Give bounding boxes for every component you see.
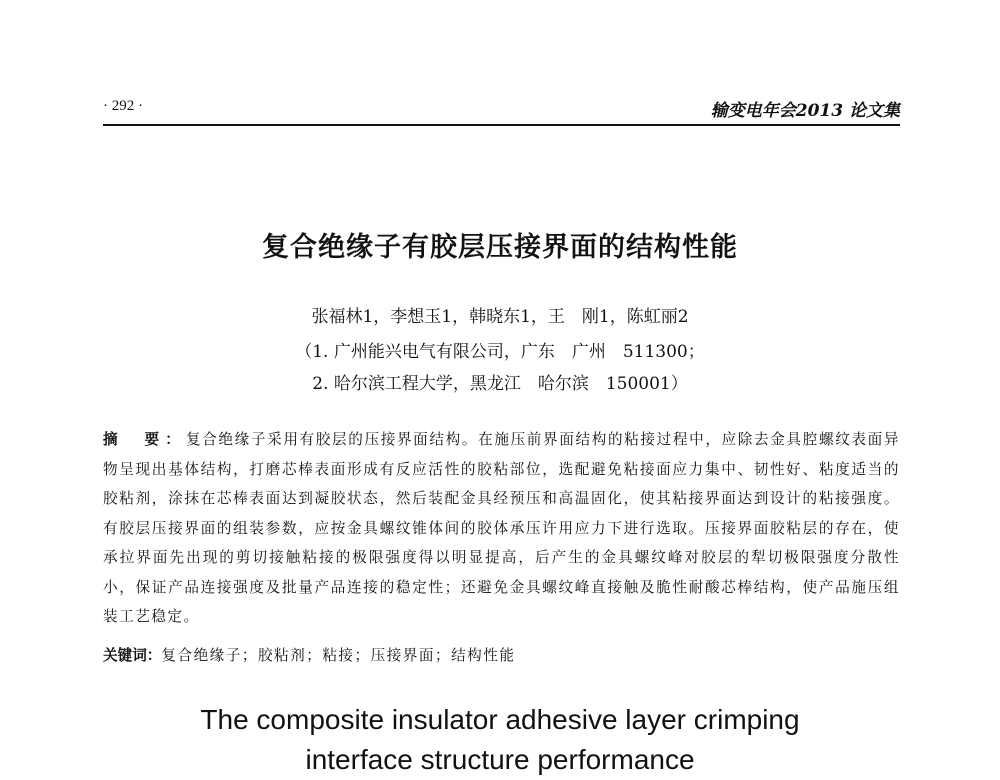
page-header	[103, 96, 900, 126]
journal-title: 输变电年会2013 论文集	[710, 101, 900, 121]
keywords-text: 复合绝缘子；胶粘剂；粘接；压接界面；结构性能	[161, 647, 516, 664]
english-title-line-2: interface structure performance	[305, 744, 695, 775]
english-title	[0, 700, 1000, 780]
english-title-line-1: The composite insulator adhesive layer crimping	[200, 704, 800, 735]
paper-title: 复合绝缘子有胶层压接界面的结构性能	[262, 232, 738, 263]
affiliation-line-1: （1. 广州能兴电气有限公司，广东 广州 511300；	[295, 342, 705, 362]
abstract-label: 摘 要：	[103, 431, 186, 448]
keywords-label: 关键词：	[103, 647, 162, 664]
affiliation-line-2: 2. 哈尔滨工程大学，黑龙江 哈尔滨 150001）	[312, 374, 688, 394]
author-list: 张福林1，李想玉1，韩晓东1，王 刚1，陈虹丽2	[311, 307, 689, 327]
page-number: · 292 ·	[103, 98, 143, 114]
abstract-text: 复合绝缘子采用有胶层的压接界面结构。在施压前界面结构的粘接过程中，应除去金具腔螺纹表面异物呈现出基体结构，打磨芯棒表面形成有反应活性的胶粘部位，选配避免粘接面应力集中、韧性好、粘度适当的胶粘剂，涂抹在芯棒表面达到凝胶状态，然后装配金具经预压和高温固化，使其粘接界面达到设计的粘接强度。有胶层压接界面的组装参数，应按金具螺纹锥体间的胶体承压许用应力下进行选取。压接界面胶粘层的存在，使承拉界面先出现的剪切接触粘接的极限强度得以明显提高，后产生的金具螺纹峰对胶层的犁切极限强度分散性小，保证产品连接强度及批量产品连接的稳定性；还避免金具螺纹峰直接触及脆性耐酸芯棒结构，使产品施压组装工艺稳定。	[103, 431, 900, 625]
abstract	[103, 425, 900, 632]
keywords	[103, 644, 900, 665]
